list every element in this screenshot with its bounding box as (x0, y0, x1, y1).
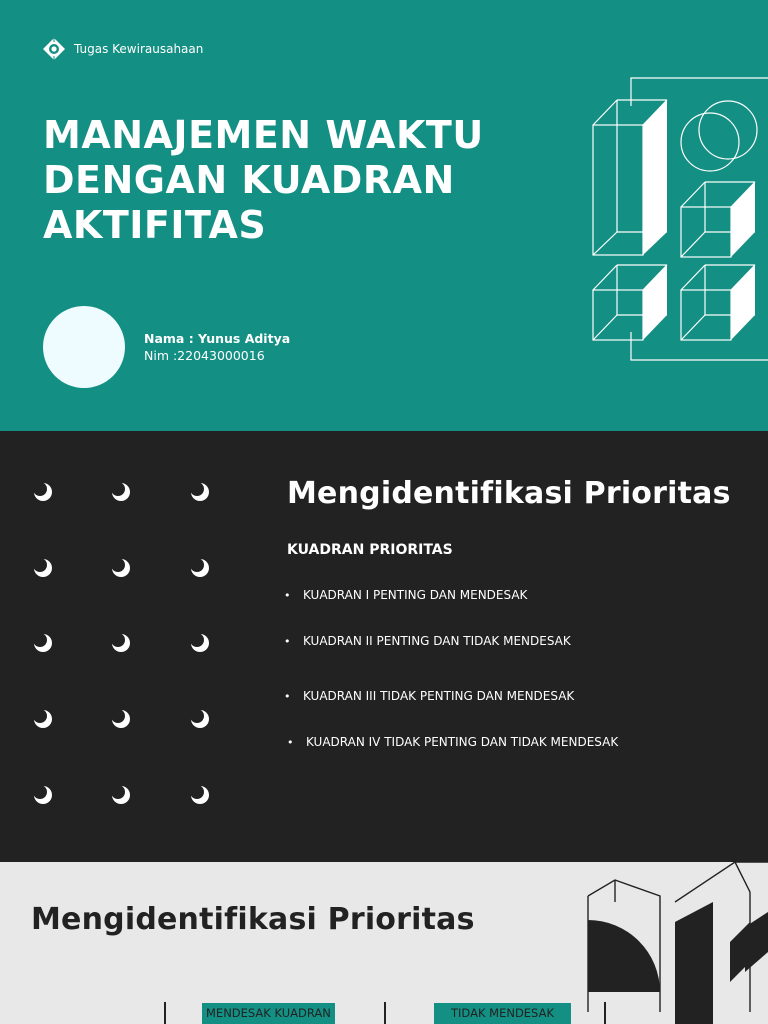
title-line: DENGAN KUADRAN (43, 158, 455, 202)
title-line: AKTIFITAS (43, 203, 267, 247)
student-info (144, 330, 290, 364)
slide-priority-matrix (0, 862, 768, 1024)
list-item (284, 634, 571, 648)
divider (384, 1002, 386, 1024)
wireframe-cubes-decoration (585, 70, 768, 370)
slide-priorities (0, 431, 768, 862)
list-item-text: KUADRAN IV TIDAK PENTING DAN TIDAK MENDESAK (306, 735, 619, 749)
divider (164, 1002, 166, 1024)
list-item (284, 689, 574, 703)
bullet: • (284, 589, 291, 602)
avatar (43, 306, 125, 388)
list-item (287, 735, 618, 749)
student-nim: Nim :22043000016 (144, 348, 265, 363)
section-title: Mengidentifikasi Prioritas (31, 902, 475, 937)
student-name: Nama : Yunus Aditya (144, 331, 291, 346)
slide-title (0, 0, 768, 431)
brand (43, 38, 203, 60)
section-title: Mengidentifikasi Prioritas (287, 476, 731, 511)
bullet: • (284, 635, 291, 648)
presentation-title (43, 113, 563, 248)
brand-label: Tugas Kewirausahaan (74, 42, 204, 56)
dot-grid-decoration (28, 476, 228, 816)
tag-urgent: MENDESAK KUADRAN (202, 1003, 335, 1024)
bullet: • (287, 736, 294, 749)
bullet: • (284, 690, 291, 703)
tag-not-urgent: TIDAK MENDESAK (434, 1003, 571, 1024)
list-item-text: KUADRAN I PENTING DAN MENDESAK (303, 588, 528, 602)
geometric-shapes-decoration (585, 862, 768, 1024)
section-subtitle: KUADRAN PRIORITAS (287, 542, 453, 558)
title-line: MANAJEMEN WAKTU (43, 113, 484, 157)
list-item-text: KUADRAN III TIDAK PENTING DAN MENDESAK (303, 689, 575, 703)
list-item-text: KUADRAN II PENTING DAN TIDAK MENDESAK (303, 634, 571, 648)
list-item (284, 588, 527, 602)
diamond-target-icon (43, 38, 65, 60)
